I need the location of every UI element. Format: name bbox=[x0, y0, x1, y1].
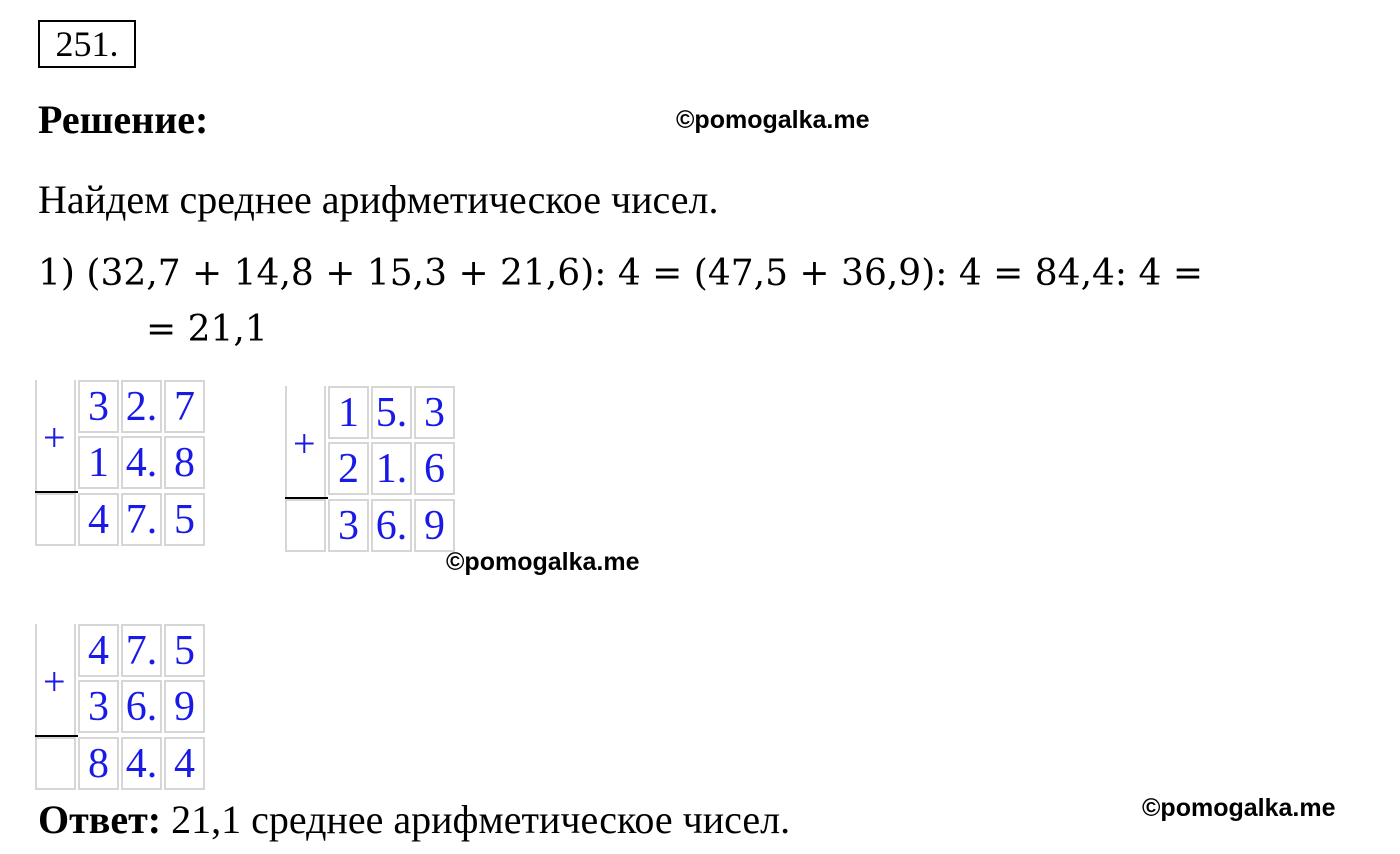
digit-cell: 7. bbox=[121, 624, 162, 677]
digit-cell: 5 bbox=[164, 624, 205, 677]
digit-cell: 4. bbox=[121, 737, 162, 790]
digit-cell: 1. bbox=[371, 442, 412, 495]
digit-cell: 4 bbox=[164, 737, 205, 790]
intro-text: Найдем среднее арифметическое чисел. bbox=[38, 177, 719, 222]
plus-sign: + bbox=[43, 415, 66, 460]
answer-text: 21,1 среднее арифметическое чисел. bbox=[161, 797, 791, 842]
plus-sign: + bbox=[43, 659, 66, 704]
digit-cell: 5. bbox=[371, 386, 412, 439]
digit-cell: 6 bbox=[414, 442, 455, 495]
digit-cell: 6. bbox=[121, 680, 162, 733]
equation-line-2: = 21,1 bbox=[146, 309, 268, 350]
digit-cell: 8 bbox=[164, 436, 205, 489]
digit-cell: 3 bbox=[78, 380, 119, 433]
digit-cell: 2 bbox=[328, 442, 369, 495]
digit-cell: 4 bbox=[78, 493, 119, 546]
digit-cell: 1 bbox=[328, 386, 369, 439]
digit-cell: 3 bbox=[414, 386, 455, 439]
digit-cell: 6. bbox=[371, 499, 412, 552]
digit-cell: 5 bbox=[164, 493, 205, 546]
answer-label: Ответ: bbox=[38, 797, 162, 842]
digit-cell: 9 bbox=[414, 499, 455, 552]
equation-line-1: 1) (32,7 + 14,8 + 15,3 + 21,6): 4 = (47,5 + 36,9): 4 = 84,4: 4 = bbox=[38, 253, 1204, 294]
watermark-middle: ©pomogalka.me bbox=[446, 548, 640, 576]
answer-line bbox=[38, 797, 791, 842]
digit-cell: 2. bbox=[121, 380, 162, 433]
solution-heading: Решение: bbox=[38, 97, 209, 142]
digit-cell: 4 bbox=[78, 624, 119, 677]
watermark-top: ©pomogalka.me bbox=[676, 106, 870, 134]
digit-cell: 4. bbox=[121, 436, 162, 489]
plus-sign: + bbox=[293, 421, 316, 466]
digit-cell: 3 bbox=[78, 680, 119, 733]
digit-cell: 7 bbox=[164, 380, 205, 433]
digit-cell: 9 bbox=[164, 680, 205, 733]
blank-cell bbox=[35, 493, 76, 546]
digit-cell: 8 bbox=[78, 737, 119, 790]
blank-cell bbox=[35, 737, 76, 790]
digit-cell: 1 bbox=[78, 436, 119, 489]
digit-cell: 7. bbox=[121, 493, 162, 546]
watermark-bottom: ©pomogalka.me bbox=[1142, 794, 1336, 822]
problem-number: 251. bbox=[38, 20, 136, 68]
blank-cell bbox=[285, 499, 326, 552]
digit-cell: 3 bbox=[328, 499, 369, 552]
